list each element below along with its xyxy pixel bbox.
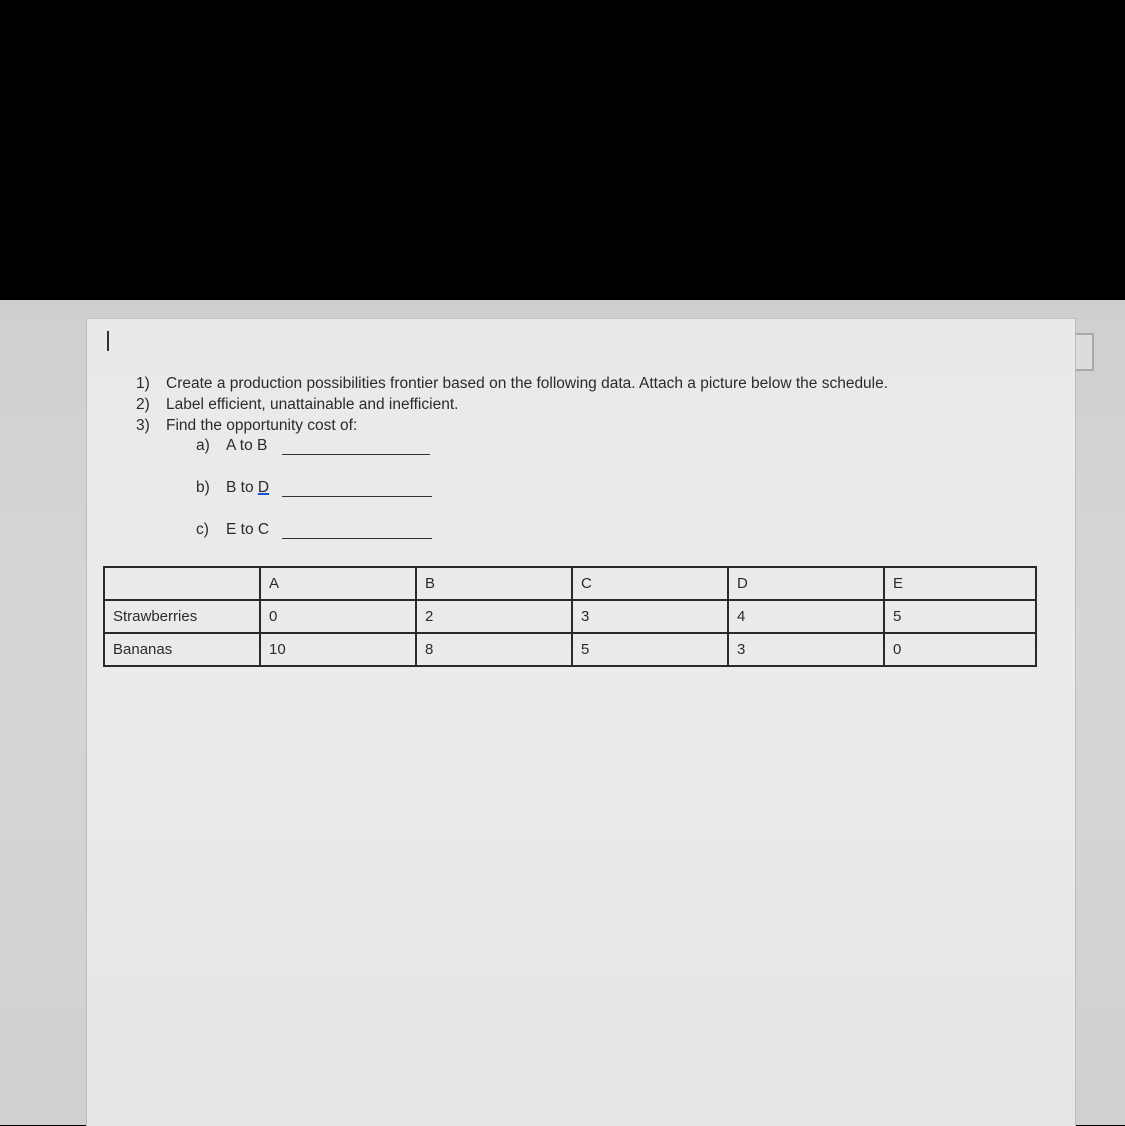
table-row	[104, 633, 1036, 666]
table-header-cell[interactable]: A	[260, 567, 416, 600]
table-cell[interactable]: 8	[416, 633, 572, 666]
question-item	[136, 373, 888, 394]
table-cell[interactable]: 2	[416, 600, 572, 633]
table-cell[interactable]: 0	[884, 633, 1036, 666]
answer-blank-a[interactable]	[282, 453, 430, 455]
table-header-row	[104, 567, 1036, 600]
table-header-cell[interactable]: C	[572, 567, 728, 600]
sub-question-letter: a)	[196, 437, 210, 454]
table-cell[interactable]: 4	[728, 600, 884, 633]
table-cell[interactable]: 10	[260, 633, 416, 666]
question-number: 2)	[136, 396, 150, 413]
question-text: Create a production possibilities frontier based on the following data. Attach a picture below the schedule.	[166, 375, 889, 392]
answer-blank-b[interactable]	[282, 495, 432, 497]
question-list	[136, 373, 888, 436]
sub-question-a	[196, 437, 267, 455]
question-text: Label efficient, unattainable and inefficient.	[166, 396, 459, 413]
table-header-cell[interactable]: E	[884, 567, 1036, 600]
comment-margin-box	[1076, 333, 1094, 371]
spellcheck-word[interactable]: D	[257, 479, 270, 496]
sub-question-text: A to B	[226, 437, 268, 454]
answer-blank-c[interactable]	[282, 537, 432, 539]
question-number: 3)	[136, 417, 150, 434]
sub-question-letter: b)	[196, 479, 210, 496]
table-cell[interactable]: 0	[260, 600, 416, 633]
table-header-cell[interactable]: B	[416, 567, 572, 600]
question-item	[136, 394, 888, 415]
table-cell[interactable]: 3	[572, 600, 728, 633]
sub-question-b	[196, 479, 269, 497]
question-item	[136, 415, 888, 436]
table-cell[interactable]: 5	[572, 633, 728, 666]
table-cell[interactable]: 3	[728, 633, 884, 666]
production-schedule-table	[103, 566, 1037, 667]
row-label-cell[interactable]: Bananas	[104, 633, 260, 666]
table-header-cell[interactable]	[104, 567, 260, 600]
table-header-cell[interactable]: D	[728, 567, 884, 600]
question-text: Find the opportunity cost of:	[166, 417, 358, 434]
row-label-cell[interactable]: Strawberries	[104, 600, 260, 633]
question-number: 1)	[136, 375, 150, 392]
table-row	[104, 600, 1036, 633]
table-cell[interactable]: 5	[884, 600, 1036, 633]
sub-question-text: E to C	[226, 521, 270, 538]
sub-question-c	[196, 521, 269, 539]
sub-question-letter: c)	[196, 521, 209, 538]
sub-question-text: B to	[226, 479, 258, 496]
text-cursor	[107, 331, 109, 351]
